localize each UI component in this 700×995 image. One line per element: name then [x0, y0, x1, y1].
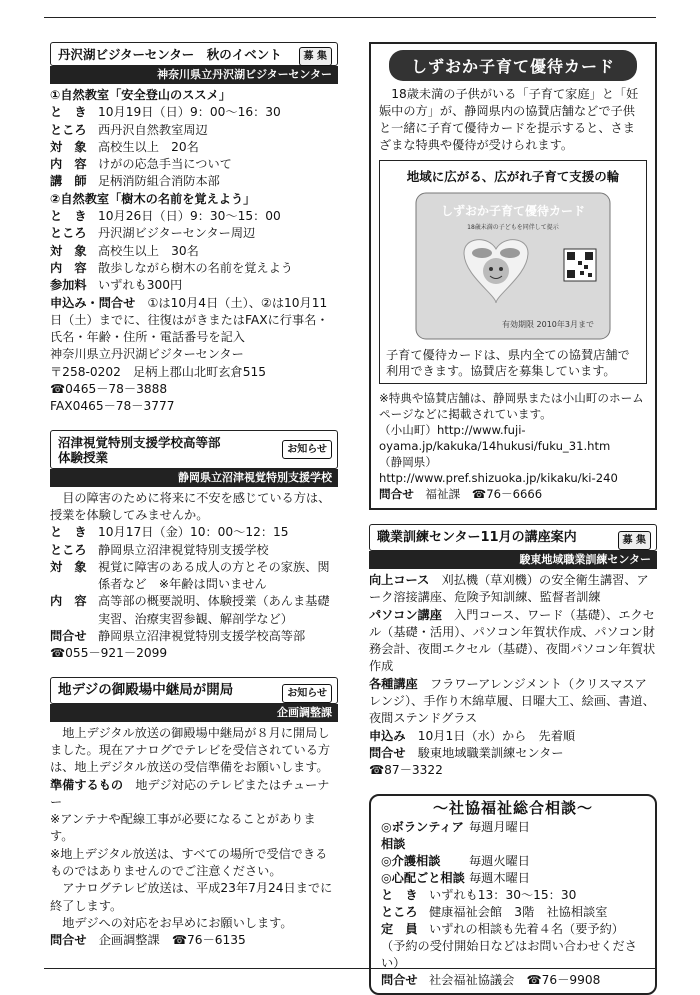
event1-title: ①自然教室「安全登山のススメ」: [50, 88, 231, 102]
tanzawa-title: 丹沢湖ビジターセンター 秋のイベント: [58, 47, 282, 62]
event1-row-value: 10月19日（日）9：00～16：30: [98, 105, 281, 120]
recruit-tag: 募 集: [299, 47, 332, 66]
consult-row-value: 毎週月曜日: [469, 819, 530, 834]
training-course1: 向上コース 刈払機（草刈機）の安全衛生講習、アーク溶接講座、危険予知訓練、監督者訓練: [369, 573, 649, 605]
digital-header: [50, 677, 338, 704]
tanzawa-header: [50, 42, 338, 66]
event2-row-value: 高校生以上 30名: [98, 243, 199, 258]
event1-row-value: 足柄消防組合消防本部: [98, 174, 220, 189]
consult-row: [381, 853, 645, 870]
consult-row-label: ◎心配ごと相談: [381, 870, 465, 885]
bottom-rule: [44, 968, 656, 969]
tanzawa-section: [50, 42, 338, 416]
tanzawa-contact-addr: 〒258-0202 足柄上郡山北町玄倉515: [50, 364, 267, 379]
event2-row-value: 10月26日（日）9：30～15：00: [98, 209, 281, 224]
event1-row-label: と き: [50, 105, 87, 120]
card-image-name: しずおか子育て優待カード: [440, 204, 586, 218]
consult-row-label: ◎介護相談: [381, 853, 441, 868]
consult-time: と き いずれも13：30～15：30: [381, 887, 577, 902]
consult-row-value: 毎週木曜日: [469, 870, 530, 885]
school-row-label: 内 容: [50, 594, 87, 609]
card-image-valid: 有効期限 2010年3月まで: [502, 320, 594, 329]
event2-row: [50, 260, 338, 277]
card-contact: 問合せ 福祉課 ☎76－6666: [379, 487, 543, 501]
consult-capacity: 定 員 いずれの相談も先着４名（要予約）: [381, 921, 624, 936]
consult-title: ～社協福祉総合相談～: [432, 798, 593, 817]
digital-org: 企画調整課: [50, 704, 338, 722]
training-header: [369, 524, 657, 551]
event2-title: ②自然教室「樹木の名前を覚えよう」: [50, 191, 256, 206]
event2-row-value: いずれも300円: [98, 278, 183, 293]
school-org: 静岡県立沼津視覚特別支援学校: [50, 469, 338, 487]
training-title: 職業訓練センター11月の講座案内: [377, 530, 577, 545]
training-tel: ☎87－3322: [369, 763, 443, 778]
training-org: 駿東地域職業訓練センター: [369, 551, 657, 569]
training-contact: 問合せ 駿東地域職業訓練センター: [369, 745, 564, 760]
consult-row: [381, 819, 645, 853]
school-section: [50, 430, 338, 663]
digital-note1: ※アンテナや配線工事が必要になることがあります。: [50, 812, 316, 844]
training-apply: 申込み 10月1日（水）から 先着順: [369, 728, 576, 743]
card-inner-text: 子育て優待カードは、県内全ての協賛店舗で利用できます。協賛店を募集しています。: [386, 348, 630, 378]
top-rule: [44, 17, 656, 18]
school-row-value: 10月17日（金）10：00～12：15: [98, 525, 289, 540]
school-title-2: 体験授業: [58, 449, 109, 465]
school-row-label: ところ: [50, 542, 87, 557]
digital-p1: 地上デジタル放送の御殿場中継局が８月に開局しました。現在アナログでテレビを受信されている方は、地上デジタル放送の受信準備をお願いします。: [50, 725, 331, 775]
event1-row-label: 講 師: [50, 174, 87, 189]
card-title: しずおか子育て優待カード: [389, 50, 637, 81]
card-image-sub: 18歳未満の子どもを同伴して提示: [467, 224, 559, 231]
school-header: [50, 430, 338, 469]
event2-row-label: 参加料: [50, 278, 87, 293]
digital-section: [50, 677, 338, 950]
left-column: [50, 42, 338, 963]
digital-prep: 準備するもの 地デジ対応のテレビまたはチューナー: [50, 777, 330, 809]
event1-row-value: けがの応急手当について: [98, 157, 232, 172]
school-row-label: 対 象: [50, 559, 87, 574]
right-column: [369, 42, 657, 995]
event2-row: [50, 208, 338, 225]
event1-row-label: 対 象: [50, 139, 87, 154]
consult-place: ところ 健康福祉会館 3階 社協相談室: [381, 904, 608, 919]
school-row-value: 高等部の概要説明、体験授業（あんま基礎実習、治療実習参観、解剖学など）: [98, 594, 330, 626]
event1-row-label: ところ: [50, 122, 87, 137]
event2-row-label: 内 容: [50, 260, 87, 275]
training-course2: パソコン講座 入門コース、ワード（基礎）、エクセル（基礎・活用）、パソコン年賀状作成、パソコン財務会計、夜間エクセル（基礎）、夜間パソコン年賀状作成: [369, 607, 656, 674]
consult-contact: 問合せ 社会福祉協議会 ☎76－9908: [381, 972, 601, 987]
event1-row: [50, 139, 338, 156]
school-row-label: 問合せ: [50, 629, 87, 644]
event1-row: [50, 156, 338, 173]
digital-title: 地デジの御殿場中継局が開局: [58, 681, 234, 698]
school-row: [50, 542, 338, 559]
school-row-value: 静岡県立沼津視覚特別支援学校高等部: [98, 629, 306, 644]
event1-row: [50, 104, 338, 121]
digital-p2: アナログテレビ放送は、平成23年7月24日までに終了します。: [50, 881, 333, 913]
consult-section: [369, 794, 657, 995]
consult-row-label: ◎ボランティア相談: [381, 819, 464, 851]
school-row: [50, 628, 338, 645]
notice-tag: お知らせ: [282, 684, 332, 703]
kosodate-card-section: [369, 42, 657, 510]
training-section: [369, 524, 657, 780]
digital-p3: 地デジへの対応をお早めにお願いします。: [62, 915, 293, 930]
school-row: [50, 559, 338, 594]
event2-row: [50, 243, 338, 260]
event2-row-value: 丹沢湖ビジターセンター周辺: [98, 226, 256, 241]
digital-note2: ※地上デジタル放送は、すべての場所で受信できるものではありませんのでご注意ください。: [50, 846, 328, 878]
event2-row-label: 対 象: [50, 243, 87, 258]
card-intro: 18歳未満の子供がいる「子育て家庭」と「妊娠中の方」が、静岡県内の協賛店舗などで子供と一緒に子育て優待カードを提示すると、さまざまな特典や優待が受けられます。: [379, 87, 639, 152]
event1-row-value: 西丹沢自然教室周辺: [98, 122, 208, 137]
school-tel: ☎055－921－2099: [50, 646, 168, 661]
card-foot1: ※特典や協賛店舗は、静岡県または小山町のホームページなどに掲載されています。: [379, 391, 644, 421]
recruit-tag: 募 集: [618, 531, 651, 550]
tanzawa-tel: ☎0465－78－3888: [50, 382, 168, 397]
tanzawa-org: 神奈川県立丹沢湖ビジターセンター: [50, 66, 338, 84]
school-row-label: と き: [50, 525, 87, 540]
school-title-1: 沼津視覚特別支援学校高等部: [58, 434, 221, 450]
link-shizuoka[interactable]: （静岡県）http://www.pref.shizuoka.jp/kikaku/ki-240: [379, 455, 618, 485]
digital-contact: 問合せ 企画調整課 ☎76－6135: [50, 933, 246, 948]
tanzawa-apply: 申込み・問合せ ①は10月4日（土）、②は10月11日（土）までに、往復はがきまたはFAXに行事名・氏名・年齢・住所・電話番号を記入: [50, 295, 329, 345]
event2-row-label: と き: [50, 209, 87, 224]
tanzawa-contact-name: 神奈川県立丹沢湖ビジターセンター: [50, 347, 244, 362]
card-inner-title: 地域に広がる、広がれ子育て支援の輪: [406, 169, 620, 184]
event1-row-label: 内 容: [50, 157, 87, 172]
event1-row: [50, 122, 338, 139]
consult-row-value: 毎週火曜日: [469, 853, 530, 868]
school-intro: 目の障害のために将来に不安を感じている方は、授業を体験してみませんか。: [50, 490, 331, 522]
event2-row-label: ところ: [50, 226, 87, 241]
event1-row-value: 高校生以上 20名: [98, 139, 199, 154]
event1-row: [50, 173, 338, 190]
event2-row: [50, 225, 338, 242]
event2-row: [50, 277, 338, 294]
card-inner-box: [379, 160, 647, 384]
tanzawa-fax: FAX0465－78－3777: [50, 399, 175, 414]
link-oyama[interactable]: （小山町）http://www.fuji-oyama.jp/kakuka/14hukusi/fuku_31.htm: [379, 423, 611, 453]
consult-row: [381, 870, 645, 887]
event2-row-value: 散歩しながら樹木の名前を覚えよう: [98, 260, 293, 275]
school-row: [50, 524, 338, 541]
kosodate-card-image: [414, 191, 612, 341]
school-row: [50, 593, 338, 628]
school-row-value: 静岡県立沼津視覚特別支援学校: [98, 542, 269, 557]
training-course3: 各種講座 フラワーアレンジメント（クリスマスアレンジ）、手作り木綿草履、日曜大工、絵画、書道、夜間ステンドグラス: [369, 676, 655, 726]
notice-tag: お知らせ: [282, 440, 332, 459]
consult-note: （予約の受付開始日などはお問い合わせください）: [381, 938, 637, 970]
school-row-value: 視覚に障害のある成人の方とその家族、関係者など ※年齢は問いません: [98, 559, 330, 592]
mascot-face-icon: [483, 258, 509, 284]
